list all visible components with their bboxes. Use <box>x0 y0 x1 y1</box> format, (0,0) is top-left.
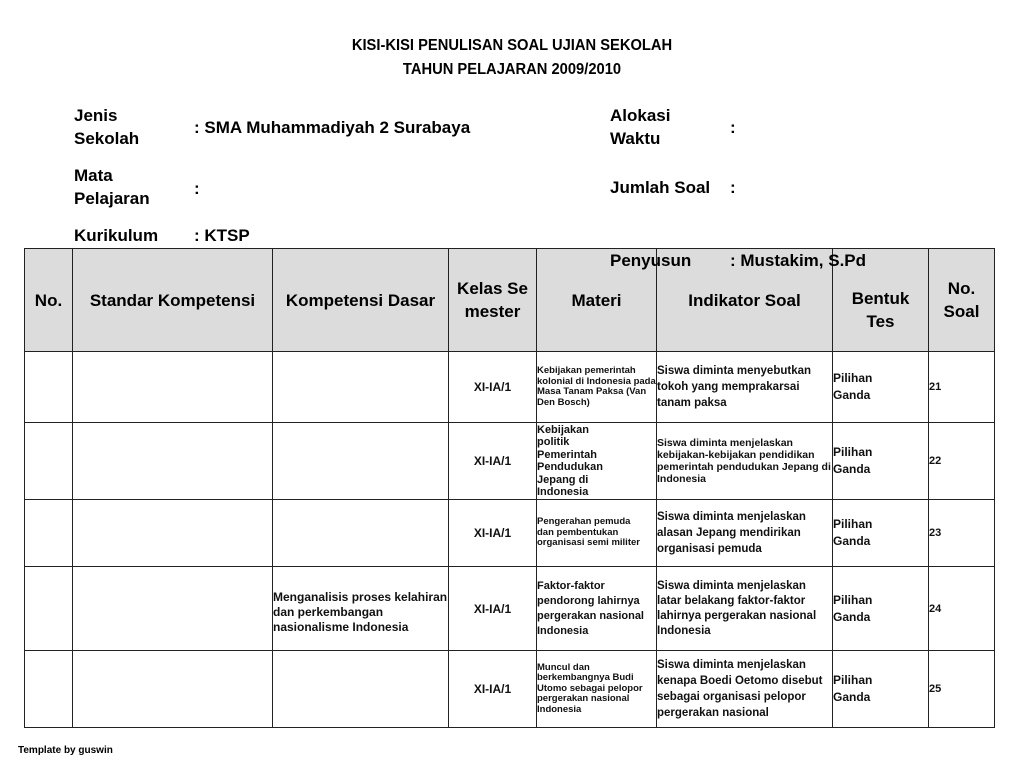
cell-standar-kompetensi <box>73 651 273 728</box>
header-no-soal: No. Soal <box>929 249 995 352</box>
mata-pelajaran-value: : <box>194 179 200 198</box>
cell-no <box>25 352 73 423</box>
table-row <box>25 500 995 567</box>
alokasi-waktu-value: : <box>730 118 736 137</box>
cell-standar-kompetensi <box>73 352 273 423</box>
cell-no <box>25 500 73 567</box>
cell-standar-kompetensi <box>73 423 273 500</box>
table-row <box>25 567 995 651</box>
cell-indikator: Siswa diminta menjelaskan kebijakan-kebijakan pendidikan pemerintah pendudukan Jepang di Indonesia <box>657 423 833 500</box>
cell-kelas: XI-IA/1 <box>449 500 537 567</box>
alokasi-waktu-label: Alokasi Waktu <box>610 106 671 148</box>
jumlah-soal-value: : <box>730 178 736 197</box>
cell-no-soal: 22 <box>929 423 995 500</box>
header-kompetensi-dasar: Kompetensi Dasar <box>273 249 449 352</box>
cell-indikator: Siswa diminta menjelaskan latar belakang faktor-faktor lahirnya pergerakan nasional Indonesia <box>657 567 833 651</box>
table-row <box>25 651 995 728</box>
cell-kelas: XI-IA/1 <box>449 423 537 500</box>
cell-materi: Kebijakan politik Pemerintah Pendudukan Jepang di Indonesia <box>537 423 657 500</box>
cell-indikator: Siswa diminta menjelaskan alasan Jepang mendirikan organisasi pemuda <box>657 500 833 567</box>
header-no: No. <box>25 249 73 352</box>
header-indikator-soal: Indikator Soal <box>657 249 833 352</box>
cell-no <box>25 651 73 728</box>
cell-kompetensi-dasar <box>273 500 449 567</box>
document-title: KISI-KISI PENULISAN SOAL UJIAN SEKOLAH <box>351 37 673 54</box>
cell-kompetensi-dasar <box>273 352 449 423</box>
cell-kelas: XI-IA/1 <box>449 567 537 651</box>
cell-no-soal: 25 <box>929 651 995 728</box>
cell-materi: Kebijakan pemerintah kolonial di Indonesia pada Masa Tanam Paksa (Van Den Bosch) <box>537 352 657 423</box>
jenis-sekolah-value: : SMA Muhammadiyah 2 Surabaya <box>194 118 471 137</box>
jumlah-soal-label: Jumlah Soal <box>610 178 711 197</box>
footer-credit: Template by guswin <box>18 745 113 756</box>
jenis-sekolah-label: Jenis Sekolah <box>74 106 140 148</box>
header-materi: Materi <box>537 249 657 352</box>
cell-indikator: Siswa diminta menyebutkan tokoh yang memprakarsai tanam paksa <box>657 352 833 423</box>
cell-kelas: XI-IA/1 <box>449 352 537 423</box>
cell-bentuk: Pilihan Ganda <box>833 567 929 651</box>
cell-kompetensi-dasar <box>273 423 449 500</box>
header-kelas-semester: Kelas Semester <box>449 249 537 352</box>
cell-kelas: XI-IA/1 <box>449 651 537 728</box>
cell-bentuk: Pilihan Ganda <box>833 352 929 423</box>
cell-materi: Faktor-faktor pendorong lahirnya pergerakan nasional Indonesia <box>537 567 657 651</box>
table-row <box>25 352 995 423</box>
penyusun-value: : Mustakim, S.Pd <box>730 251 867 270</box>
cell-indikator: Siswa diminta menjelaskan kenapa Boedi Oetomo disebut sebagai organisasi pelopor pergerakan nasional <box>657 651 833 728</box>
table-row <box>25 423 995 500</box>
cell-no-soal: 21 <box>929 352 995 423</box>
cell-no <box>25 423 73 500</box>
cell-no-soal: 24 <box>929 567 995 651</box>
cell-kompetensi-dasar: Menganalisis proses kelahiran dan perkembangan nasionalisme Indonesia <box>273 567 449 651</box>
cell-standar-kompetensi <box>73 500 273 567</box>
cell-standar-kompetensi <box>73 567 273 651</box>
cell-materi: Muncul dan berkembangnya Budi Utomo sebagai pelopor pergerakan nasional Indonesia <box>537 651 657 728</box>
cell-bentuk: Pilihan Ganda <box>833 500 929 567</box>
cell-bentuk: Pilihan Ganda <box>833 651 929 728</box>
header-bentuk-tes: Bentuk Tes <box>833 249 929 352</box>
kisi-kisi-table <box>24 248 995 728</box>
cell-no <box>25 567 73 651</box>
penyusun-label: Penyusun <box>610 251 692 270</box>
cell-materi: Pengerahan pemuda dan pembentukan organisasi semi militer <box>537 500 657 567</box>
header-standar-kompetensi: Standar Kompetensi <box>73 249 273 352</box>
document-subtitle: TAHUN PELAJARAN 2009/2010 <box>402 61 622 78</box>
cell-bentuk: Pilihan Ganda <box>833 423 929 500</box>
kurikulum-value: : KTSP <box>194 226 250 245</box>
cell-no-soal: 23 <box>929 500 995 567</box>
cell-kompetensi-dasar <box>273 651 449 728</box>
mata-pelajaran-label: Mata Pelajaran <box>74 166 150 208</box>
kurikulum-label: Kurikulum <box>74 226 159 245</box>
